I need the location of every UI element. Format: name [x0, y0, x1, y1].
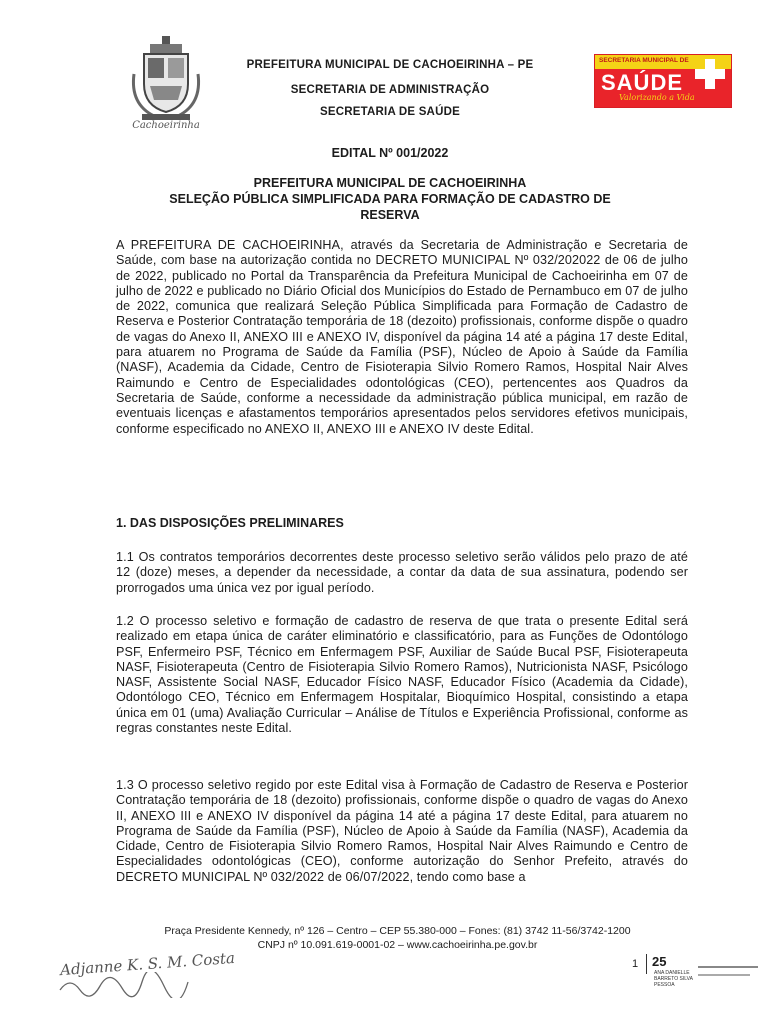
- paragraph-1-2: 1.2 O processo seletivo e formação de cadastro de reserva de que trata o presente Edital será realizado em etapa única de caráter eliminatório e classificatório, para as Funções de Odontólogo PSF, Enfermeiro PSF, Técnico em Enfermagem PSF, Auxiliar de Saúde Bucal PSF, Fisioterapeuta NASF, Fisioterapeuta (Centro de Fisioterapia Silvio Romero Ramos), Nutricionista NASF, Psicólogo NASF, Assistente Social NASF, Educador Físico NASF, Educador Físico (Academia da Cidade), Odontólogo CEO, Técnico em Enfermagem Hospitalar, Bioquímico Hospital, consistindo a etapa única em 01 (uma) Avaliação Curricular – Análise de Títulos e Experiência Profissional, conforme as regras constantes neste Edital.: [116, 614, 688, 736]
- saude-logo-top-text: SECRETARIA MUNICIPAL DE: [599, 57, 689, 64]
- header-prefeitura: PREFEITURA MUNICIPAL DE CACHOEIRINHA – PE: [246, 59, 534, 71]
- edital-number: EDITAL Nº 001/2022: [331, 146, 449, 160]
- stamp-line: [698, 974, 750, 976]
- saude-logo-main-text: SAÚDE: [601, 70, 684, 95]
- secretaria-saude-logo: [594, 54, 732, 108]
- page-number: 1: [632, 958, 639, 970]
- title-line-3: RESERVA: [360, 208, 420, 222]
- city-caption: Cachoeirinha: [132, 120, 200, 131]
- stamp-signer: ANA DANIELLE BARRETO SILVA PESSOA: [654, 970, 693, 988]
- footer-address: Praça Presidente Kennedy, nº 126 – Centro – CEP 55.380-000 – Fones: (81) 3742 11-56/3742-1200: [164, 925, 631, 937]
- paragraph-1-1: 1.1 Os contratos temporários decorrentes deste processo seletivo serão válidos pelo prazo de até 12 (doze) meses, a depender da necessidade, a contar da data de sua assinatura, podendo ser prorrogados uma única vez por igual período.: [116, 550, 688, 595]
- cross-icon: [695, 59, 725, 89]
- intro-paragraph: A PREFEITURA DE CACHOEIRINHA, através da Secretaria de Administração e Secretaria de Saúde, com base na autorização contida no DECRETO MUNICIPAL Nº 032/202022 de 06 de julho de 2022, publicado no Portal da Transparência da Prefeitura Municipal de Cachoeirinha em 07 de julho de 2022 e publicado no Diário Oficial dos Municípios do Estado de Pernambuco em 07 de julho de 2022, comunica que realizará Seleção Pública Simplificada para Formação de Cadastro de Reserva e Posterior Contratação temporária de 18 (dezoito) profissionais, conforme dispõe o quadro de vagas do Anexo II, ANEXO III e ANEXO IV, disponível da página 14 até a página 17 deste Edital, para atuarem no Programa de Saúde da Família (PSF), Núcleo de Apoio à Saúde da Família (NASF), Academia da Cidade, Centro de Fisioterapia Silvio Romero Ramos, Hospital Nair Alves Raimundo e Centro de Especialidades odontológicas (CEO), pertencentes aos Quadros da Secretaria de Saúde, conforme a necessidade da administração pública municipal, em razão de eventuais licenças e afastamentos temporários apresentados pelos servidores efetivos municipais, conforme especificado no ANEXO II, ANEXO III e ANEXO IV deste Edital.: [116, 238, 688, 436]
- stamp-line: [698, 966, 758, 968]
- signature-name: Adjanne K. S. M. Costa: [59, 948, 236, 980]
- paragraph-1-3: 1.3 O processo seletivo regido por este Edital visa à Formação de Cadastro de Reserva e Posterior Contratação temporária de 18 (dezoito) profissionais, conforme dispõe o quadro de vagas do Anexo II, ANEXO III e ANEXO IV disponível da página 14 até a página 17 deste Edital, para atuarem no Programa de Saúde da Família (PSF), Núcleo de Apoio à Saúde da Família (NASF), Academia da Cidade, Centro de Fisioterapia Silvio Romero Ramos, Hospital Nair Alves Raimundo e Centro de Especialidades odontológicas (CEO), conforme autorização do Senhor Prefeito, através do DECRETO MUNICIPAL Nº 032/2022 de 06/07/2022, tendo como base a: [116, 778, 688, 884]
- header-secretaria-saude: SECRETARIA DE SAÚDE: [320, 106, 460, 118]
- page-count: 25: [652, 954, 667, 969]
- saude-logo-slogan: Valorizando a Vida: [619, 93, 695, 102]
- municipal-coat-of-arms-logo: [128, 34, 204, 134]
- page-signature-stamp: [632, 950, 762, 1000]
- footer-cnpj: CNPJ nº 10.091.619-0001-02 – www.cachoeirinha.pe.gov.br: [257, 939, 538, 951]
- header-secretaria-administracao: SECRETARIA DE ADMINISTRAÇÃO: [290, 84, 490, 96]
- title-line-2: SELEÇÃO PÚBLICA SIMPLIFICADA PARA FORMAÇÃO DE CADASTRO DE: [169, 192, 611, 206]
- section-1-heading: 1. DAS DISPOSIÇÕES PRELIMINARES: [116, 516, 344, 530]
- title-line-1: PREFEITURA MUNICIPAL DE CACHOEIRINHA: [253, 176, 527, 190]
- signature-scribble: [58, 972, 198, 998]
